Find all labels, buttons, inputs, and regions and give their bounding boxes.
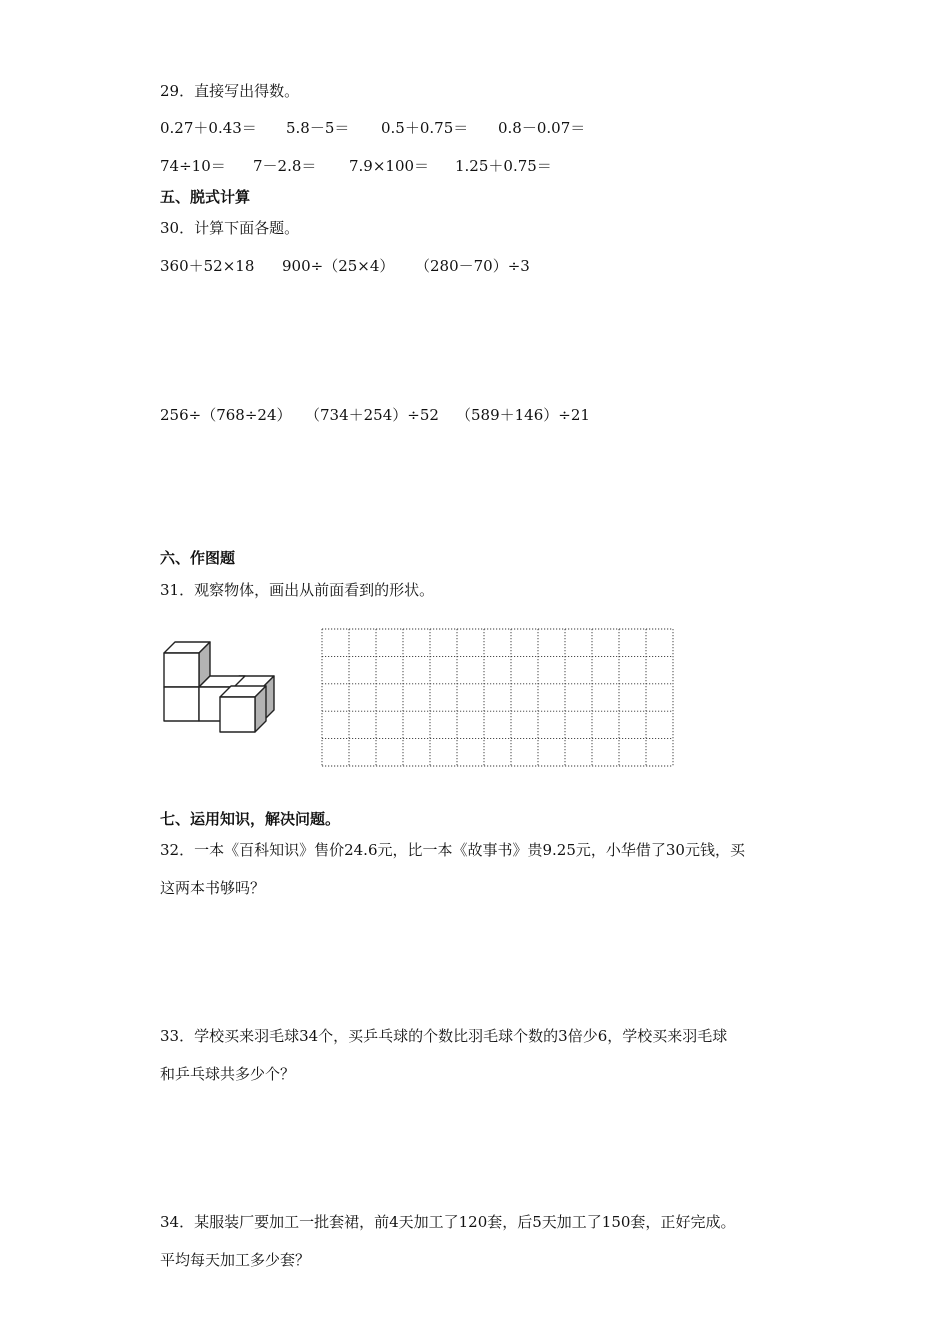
q29-item: 5.8－5＝ <box>286 119 350 137</box>
q34-line-1: 34．某服装厂要加工一批套裙，前4天加工了120套，后5天加工了150套，正好完成。 <box>160 1213 736 1231</box>
q29-item: 7－2.8＝ <box>253 157 317 175</box>
q30-item: 900÷（25×4） <box>282 257 395 275</box>
q33-line-1: 33．学校买来羽毛球34个，买乒乓球的个数比羽毛球个数的3倍少6，学校买来羽毛球 <box>160 1027 728 1045</box>
q32-line-2: 这两本书够吗？ <box>160 879 266 897</box>
q34-line-2: 平均每天加工多少套？ <box>160 1251 311 1269</box>
q29-item: 0.8－0.07＝ <box>498 119 586 137</box>
q29-item: 1.25＋0.75＝ <box>455 157 552 175</box>
q30-item: 256÷（768÷24） <box>160 406 292 424</box>
q29-item: 0.5＋0.75＝ <box>381 119 469 137</box>
drawing-grid[interactable] <box>320 627 680 769</box>
cube-stack-figure <box>160 638 285 738</box>
q33-line-2: 和乒乓球共多少个？ <box>160 1065 296 1083</box>
q30-item: 360＋52×18 <box>160 257 255 275</box>
q29-item: 7.9×100＝ <box>349 157 430 175</box>
q29-title: 29．直接写出得数。 <box>160 82 300 100</box>
q29-item: 0.27＋0.43＝ <box>160 119 257 137</box>
q32-line-1: 32．一本《百科知识》售价24.6元，比一本《故事书》贵9.25元，小华借了30元钱，买 <box>160 841 745 859</box>
q30-item: （734＋254）÷52 <box>305 406 439 424</box>
section-7-heading: 七、运用知识，解决问题。 <box>160 810 341 828</box>
section-6-heading: 六、作图题 <box>160 549 236 567</box>
q30-title: 30．计算下面各题。 <box>160 219 300 237</box>
section-5-heading: 五、脱式计算 <box>160 188 251 206</box>
q30-item: （589＋146）÷21 <box>456 406 590 424</box>
q30-item: （280－70）÷3 <box>415 257 530 275</box>
q29-item: 74÷10＝ <box>160 157 226 175</box>
q31-title: 31．观察物体，画出从前面看到的形状。 <box>160 581 435 599</box>
